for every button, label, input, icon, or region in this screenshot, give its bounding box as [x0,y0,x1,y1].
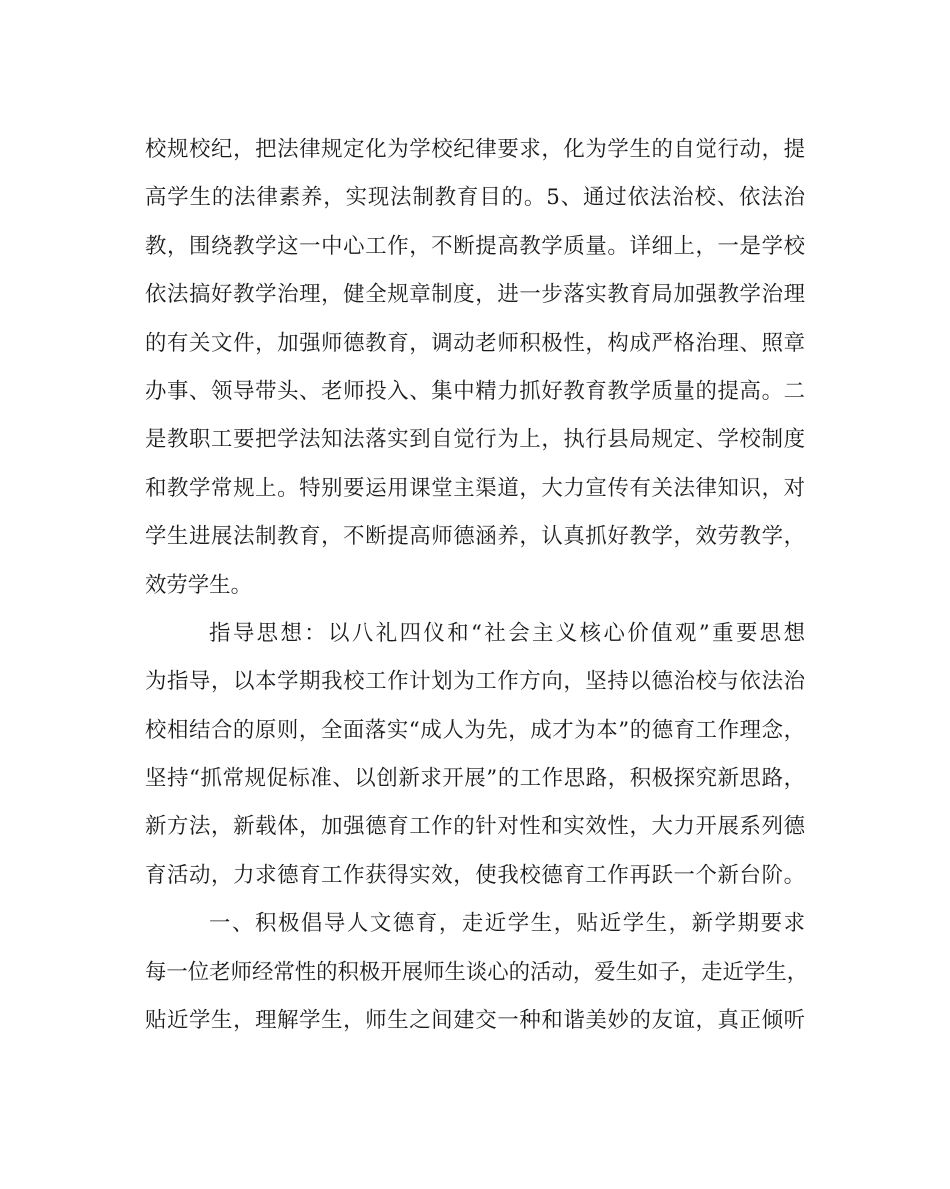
body-text [145,126,809,1045]
text-line: 效劳学生。 [145,572,252,598]
paragraph-first-line: 指导思想：以八礼四仪和“社会主义核心价值观”重要思想 [209,620,805,646]
text-line: 为指导，以本学期我校工作计划为工作方向，坚持以德治校与依法治 [145,669,805,695]
text-line: 和教学常规上。特别要运用课堂主渠道，大力宣传有关法律知识，对 [145,475,805,501]
text-line: 育活动，力求德育工作获得实效，使我校德育工作再跃一个新台阶。 [145,862,805,888]
text-line: 贴近学生，理解学生，师生之间建交一种和谐美妙的友谊，真正倾听 [145,1008,805,1034]
paragraph-first-line: 一、积极倡导人文德育，走近学生，贴近学生，新学期要求 [209,911,805,937]
text-line: 高学生的法律素养，实现法制教育目的。5、通过依法治校、依法治 [145,185,805,211]
text-line: 校相结合的原则，全面落实“成人为先，成才为本”的德育工作理念， [145,717,805,743]
text-line: 新方法，新载体，加强德育工作的针对性和实效性，大力开展系列德 [145,814,805,840]
text-line: 是教职工要把学法知法落实到自觉行为上，执行县局规定、学校制度 [145,427,805,453]
text-line: 依法搞好教学治理，健全规章制度，进一步落实教育局加强教学治理 [145,282,805,308]
text-line: 的有关文件，加强师德教育，调动老师积极性，构成严格治理、照章 [145,330,805,356]
text-line: 坚持“抓常规促标准、以创新求开展”的工作思路，积极探究新思路， [145,766,805,792]
text-line: 学生进展法制教育，不断提高师德涵养，认真抓好教学，效劳教学， [145,524,805,550]
text-line: 教，围绕教学这一中心工作，不断提高教学质量。详细上，一是学校 [145,233,805,259]
text-line: 办事、领导带头、老师投入、集中精力抓好教育教学质量的提高。二 [145,378,805,404]
text-line: 每一位老师经常性的积极开展师生谈心的活动，爱生如子，走近学生， [145,959,809,985]
text-line: 校规校纪，把法律规定化为学校纪律要求，化为学生的自觉行动，提 [145,137,805,162]
